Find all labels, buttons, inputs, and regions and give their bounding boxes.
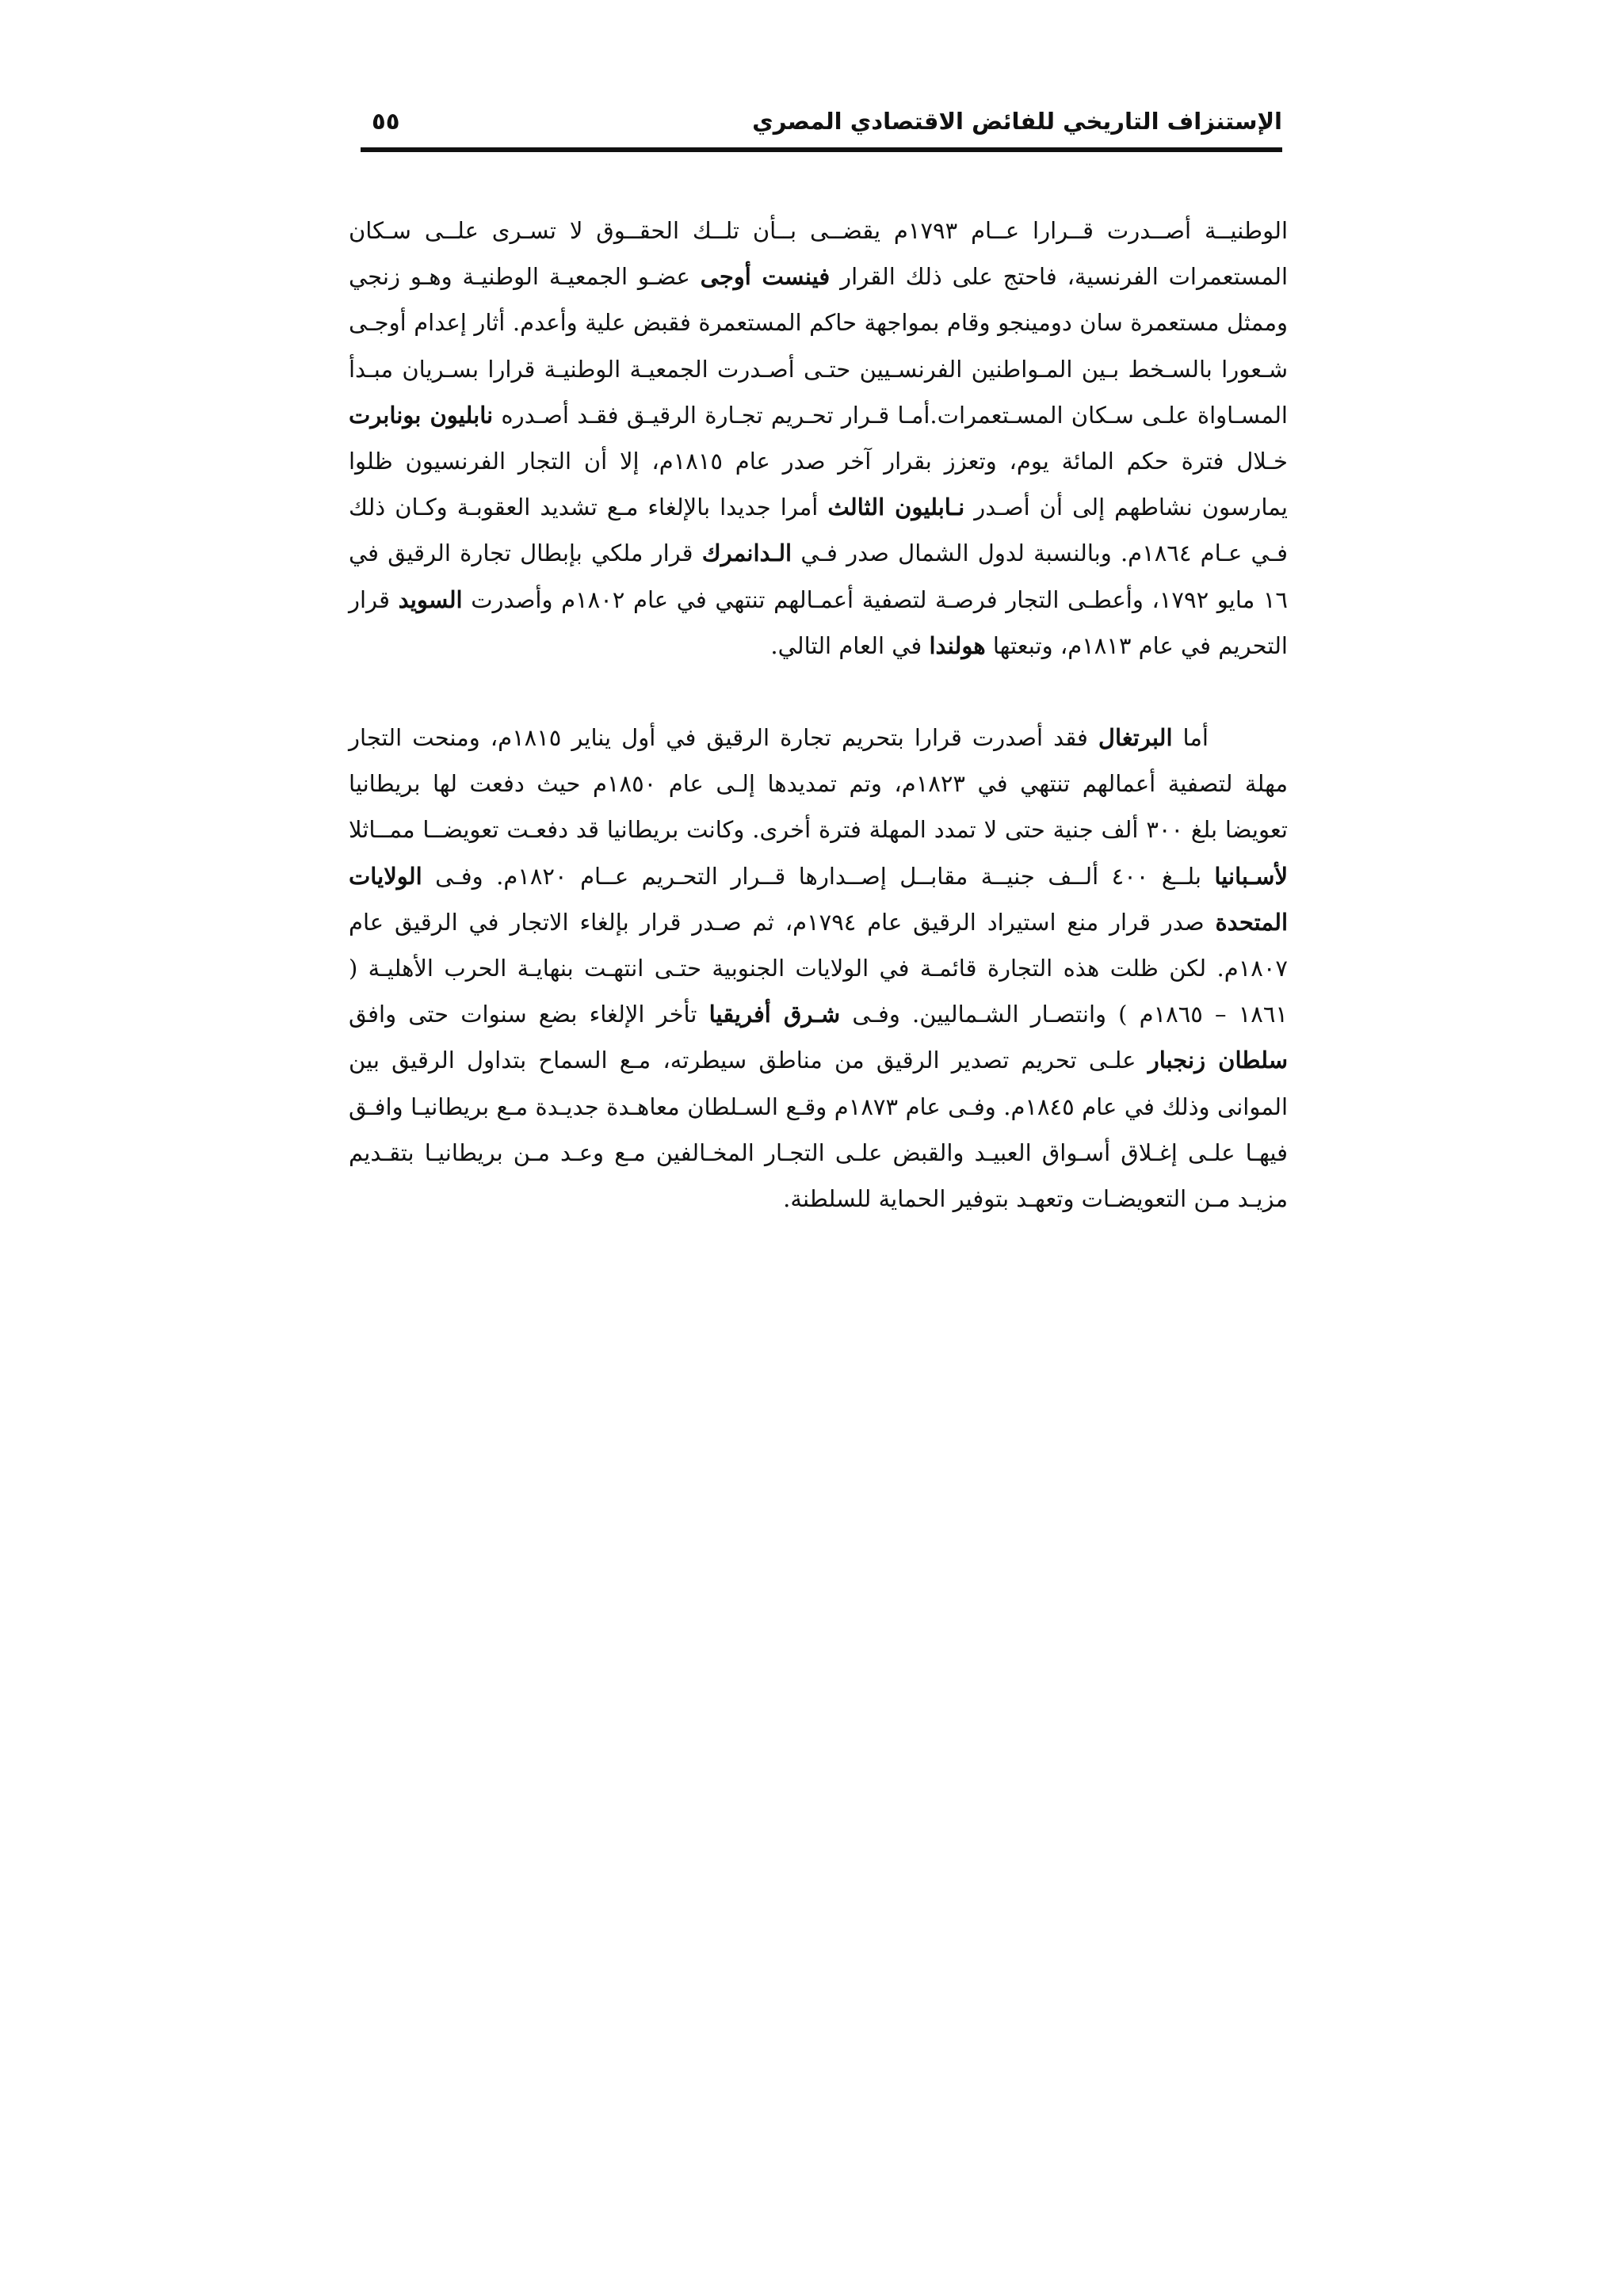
paragraph-text: قرار التحريم في عام ١٨١٣م، وتبعتها	[349, 585, 1288, 659]
paragraph-text: خـلال فترة حكم المائة يوم، وتعزز بقرار آخر صدر عام ١٨١٥م، إلا أن التجار الفرنسيون ظلوا يمارسون نشاطهم إلى أن أصـدر	[349, 448, 1288, 521]
paragraph-text: قرار ملكي بإبطال تجارة الرقيق في ١٦ مايو ١٧٩٢، وأعطـى التجار فرصـة لتصفية أعمـالهم تنتهي في عام ١٨٠٢م وأصدرت	[349, 540, 1289, 613]
paragraph-text: صدر قرار منع استيراد الرقيق عام ١٧٩٤م، ثم صـدر قرار بإلغاء الاتجار في الرقيق عام ١٨٠٧م. لكن ظلت هذه التجارة قائمـة في الولايات الجنوبية حتـى انتهـت بنهايـة الحرب الأهليـة ( ١٨٦١ – ١٨٦٥م ) وانتصـار الشـماليين. وفـى	[349, 908, 1288, 1028]
bold-term: نـابليون الثالث	[827, 494, 965, 521]
paragraph-text: بلــغ ٤٠٠ ألــف جنيــة مقابــل إصــدارها قــرار التحـريم عــام ١٨٢٠م. وفـى	[422, 862, 1215, 890]
paragraph-text: عضـو الجمعيـة الوطنيـة وهـو زنجي وممثل مستعمرة سان دومينجو وقام بمواجهة حاكم المستعمرة فقبض علية وأعدم. أثار إعدام أوجـى شـعورا بالسـخط بـين المـواطنين الفرنسـيين حتـى أصـدرت الجمعيـة الوطنيـة قرارا بسـريان مبـدأ المسـاواة علـى سـكان المسـتعمرات.أمـا قـرار تحـريم تجـارة الرقيـق فقـد أصـدره	[349, 263, 1288, 429]
bold-term: السويد	[398, 585, 463, 613]
paragraph-text: تأخر الإلغاء بضع سنوات حتى وافق	[349, 1001, 709, 1028]
bold-term: سلطان زنجبار	[1148, 1047, 1288, 1074]
bold-term: نابليون بونابرت	[349, 401, 494, 429]
page-header	[361, 97, 1282, 144]
bold-term: شـرق أفريقيا	[708, 1001, 841, 1028]
page-body	[349, 208, 1288, 1222]
paragraph-text: أمرا جديدا بالإلغاء مـع تشديد العقوبـة وكـان ذلك فـي عـام ١٨٦٤م. وبالنسبة لدول الشمال صدر فـي	[349, 494, 1288, 567]
paragraph-text: الوطنيــة أصــدرت قــرارا عــام ١٧٩٣م يقضــى بــأن تلــك الحقــوق لا تسـرى علــى سـكان المستعمرات الفرنسية، فاحتج على ذلك القرار	[349, 217, 1289, 291]
paragraph	[349, 715, 1288, 1222]
page-number: ٥٥	[372, 108, 400, 135]
bold-term: الولايات المتحدة	[349, 862, 1288, 936]
paragraph-text: في العام التالي.	[770, 631, 930, 659]
paragraph-text: أما	[1172, 724, 1209, 752]
bold-term: هولندا	[929, 631, 986, 659]
header-rule	[361, 147, 1282, 152]
paragraph-text: علـى تحريم تصدير الرقيق من مناطق سيطرته، مـع السماح بتداول الرقيق بين الموانى وذلك في عام ١٨٤٥م. وفـى عام ١٨٧٣م وقـع السـلطان معاهـدة جديـدة مـع بريطانيـا وافـق فيهـا علـى إغـلاق أسـواق العبيـد والقبض علـى التجـار المخـالفين مـع وعـد مـن بريطانيـا بتقـديم مزيـد مـن التعويضـات وتعهـد بتوفير الحماية للسلطنة.	[349, 1047, 1288, 1213]
bold-term: فينست أوجى	[700, 263, 831, 291]
paragraph-text: فقد أصدرت قرارا بتحريم تجارة الرقيق في أول يناير ١٨١٥م، ومنحت التجار مهلة لتصفية أعمالهم تنتهي في ١٨٢٣م، وتم تمديدها إلـى عام ١٨٥٠م حيث دفعت لها بريطانيا تعويضا بلغ ٣٠٠ ألف جنية حتى لا تمدد المهلة فترة أخرى. وكانت بريطانيا قد دفعـت تعويضــا ممــاثلا	[349, 724, 1288, 844]
bold-term: لأسـبانيا	[1214, 862, 1288, 890]
paragraph	[349, 208, 1288, 669]
bold-term: الـدانمرك	[701, 540, 792, 567]
running-title: الإستنزاف التاريخي للفائض الاقتصادي المصري	[752, 108, 1282, 135]
bold-term: البرتغال	[1098, 724, 1173, 752]
